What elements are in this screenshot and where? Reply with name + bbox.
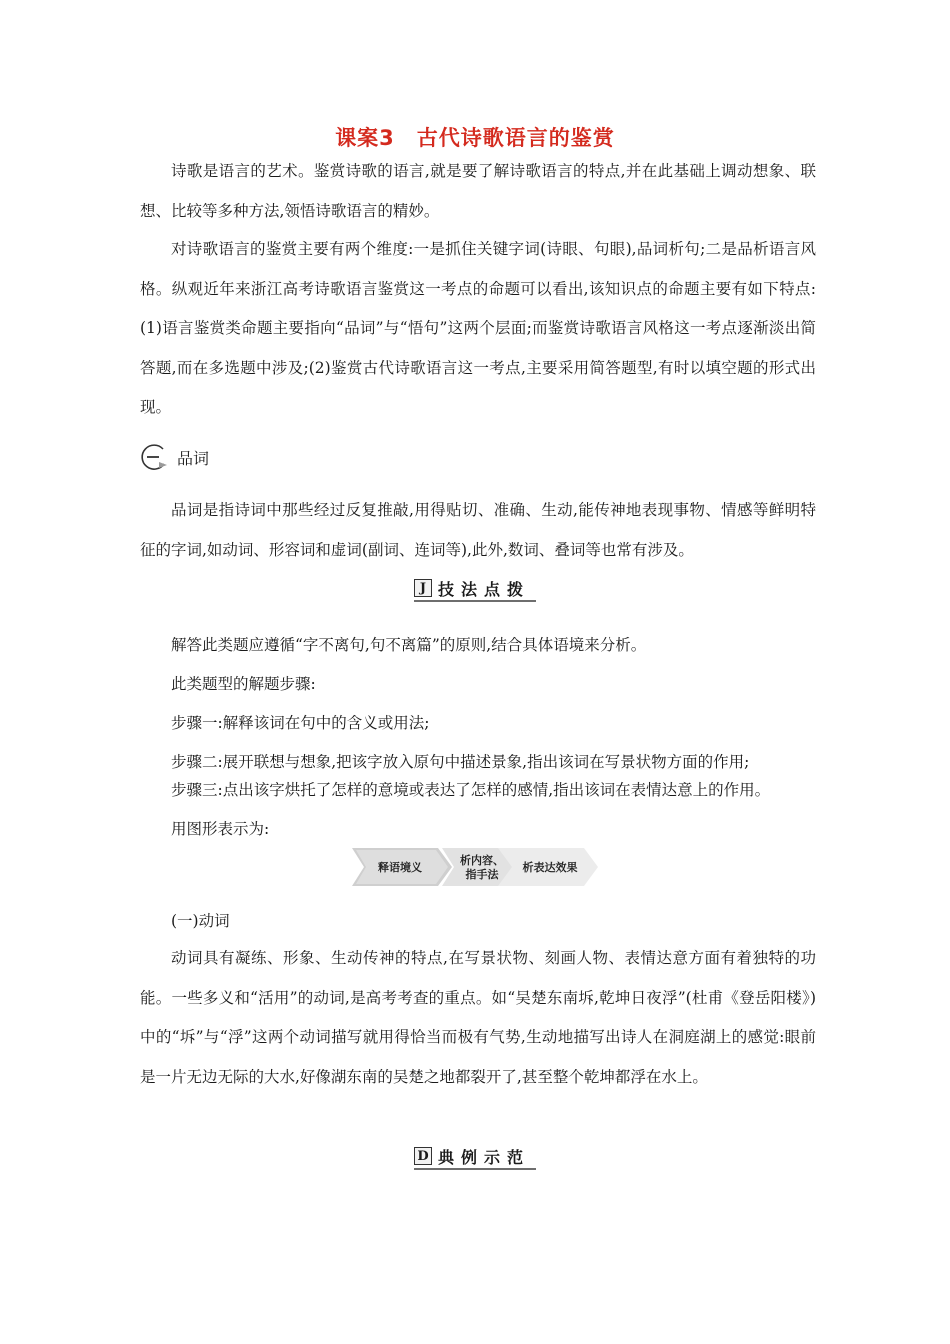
flow-step-1-label: 释语境义: [378, 861, 422, 874]
intro-paragraph-1: 诗歌是语言的艺术。鉴赏诗歌的语言,就是要了解诗歌语言的特点,并在此基础上调动想象、联想、比较等多种方法,领悟诗歌语言的精妙。: [140, 162, 816, 220]
tips-line-steps-intro: 此类题型的解题步骤:: [171, 675, 316, 693]
tips-line-diagram-intro: 用图形表示为:: [171, 820, 270, 838]
example-banner-text: 典例示范: [437, 1147, 530, 1167]
steps-flow-diagram: [352, 848, 598, 886]
example-banner: [0, 1144, 950, 1170]
tips-banner-text: 技法点拨: [437, 579, 530, 599]
flow-step-2-label-line2: 指手法: [465, 868, 499, 881]
flow-step-2-label-line1: 析内容、: [460, 854, 504, 867]
section-heading-1: [137, 440, 209, 474]
flow-step-3-label: 析表达效果: [522, 861, 578, 874]
verbs-heading: (一)动词: [171, 912, 230, 930]
tips-line-step-1: 步骤一:解释该词在句中的含义或用法;: [171, 714, 430, 732]
tips-line-step-3: 步骤三:点出该字烘托了怎样的意境或表达了怎样的感情,指出该词在表情达意上的作用。: [171, 781, 771, 799]
tips-banner: [0, 576, 950, 602]
verbs-paragraph: 动词具有凝练、形象、生动传神的特点,在写景状物、刻画人物、表情达意方面有着独特的功能。一些多义和“活用”的动词,是高考考查的重点。如“吴楚东南坼,乾坤日夜浮”(杜甫《登岳阳楼》)中的“坼”与“浮”这两个动词描写就用得恰当而极有气势,生动地描写出诗人在洞庭湖上的感觉:眼前是一片无边无际的大水,好像湖东南的吴楚之地都裂开了,甚至整个乾坤都浮在水上。: [140, 949, 816, 1086]
tips-line-principle: 解答此类题应遵循“字不离句,句不离篇”的原则,结合具体语境来分析。: [171, 636, 647, 654]
section-intro-paragraph: 品词是指诗词中那些经过反复推敲,用得贴切、准确、生动,能传神地表现事物、情感等鲜明特征的字词,如动词、形容词和虚词(副词、连词等),此外,数词、叠词等也常有涉及。: [140, 501, 816, 559]
section-label: 品词: [177, 448, 210, 468]
example-badge: D: [414, 1147, 432, 1165]
section-one-circle-icon: [137, 440, 171, 474]
tips-line-step-2: 步骤二:展开联想与想象,把该字放入原句中描述景象,指出该词在写景状物方面的作用;: [171, 753, 750, 771]
tips-badge: J: [414, 579, 432, 597]
intro-paragraph-2: 对诗歌语言的鉴赏主要有两个维度:一是抓住关键字词(诗眼、句眼),品词析句;二是品析语言风格。纵观近年来浙江高考诗歌语言鉴赏这一考点的命题可以看出,该知识点的命题主要有如下特点:(1)语言鉴赏类命题主要指向“品词”与“悟句”这两个层面;而鉴赏诗歌语言风格这一考点逐渐淡出简答题,而在多选题中涉及;(2)鉴赏古代诗歌语言这一考点,主要采用简答题型,有时以填空题的形式出现。: [140, 240, 816, 417]
page-title: 课案3 古代诗歌语言的鉴赏: [335, 126, 615, 150]
